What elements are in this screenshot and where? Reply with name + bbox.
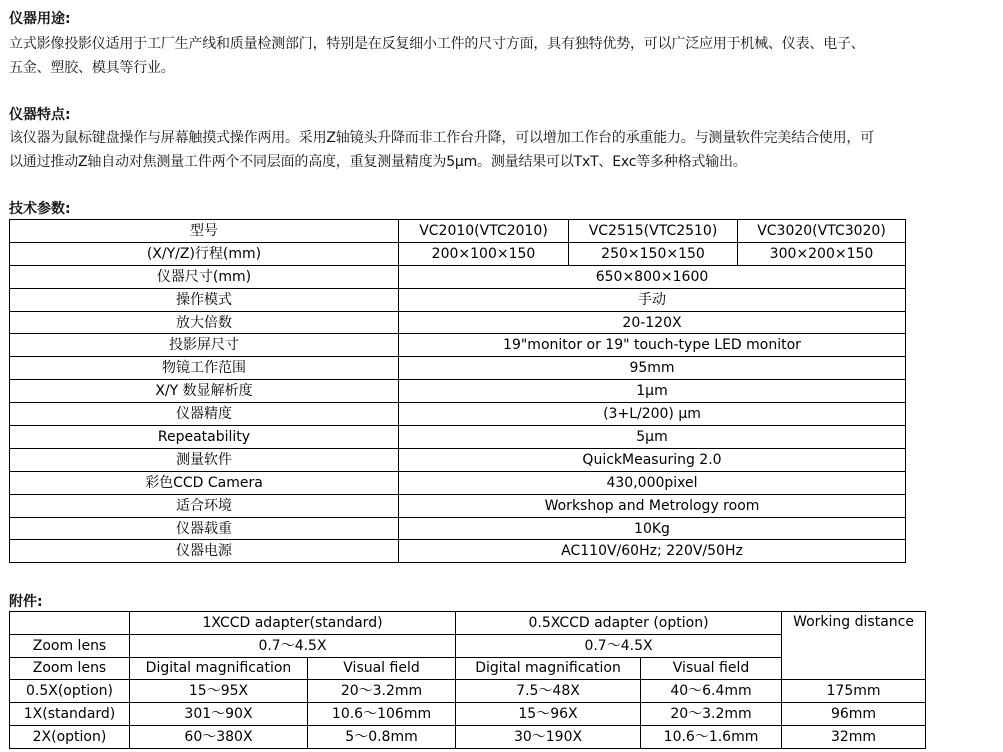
specs-row-value: Workshop and Metrology room [399,494,906,517]
specs-row [10,403,906,426]
acc-cell-opt-mag: 7.5～48X [456,680,641,703]
features-paragraph [9,126,995,174]
specs-row-value: 10Kg [399,517,906,540]
specs-row-value: 手动 [399,288,906,311]
acc-cell-lens: 2X(option) [10,725,130,748]
specs-row-value: AC110V/60Hz; 220V/50Hz [399,540,906,563]
acc-subheader-cell: Zoom lens [10,657,130,680]
acc-row [10,725,926,748]
acc-cell-std-mag: 60～380X [130,725,308,748]
specs-table [9,219,906,563]
specs-row [10,265,906,288]
specs-row-label: 放大倍数 [10,311,399,334]
specs-stroke-cell: 200×100×150 [399,242,569,265]
acc-cell-distance: 32mm [782,725,926,748]
acc-zoom-range-option: 0.7～4.5X [456,634,782,657]
specs-row-label: 物镜工作范围 [10,357,399,380]
acc-cell-opt-field: 20～3.2mm [641,703,782,726]
specs-row-value: 650×800×1600 [399,265,906,288]
acc-cell-std-mag: 15～95X [130,680,308,703]
specs-model-cell: VC2515(VTC2510) [569,220,738,243]
specs-row-value: 430,000pixel [399,471,906,494]
specs-stroke-row [10,242,906,265]
specs-row-label: X/Y 数显解析度 [10,380,399,403]
features-line: 以通过推动Z轴自动对焦测量工件两个不同层面的高度，重复测量精度为5μm。测量结果可以TxT、Exc等多种格式输出。 [9,154,747,170]
acc-adapter-option: 0.5XCCD adapter (option) [456,612,782,635]
acc-cell-opt-mag: 30～190X [456,725,641,748]
specs-row [10,288,906,311]
usage-line: 立式影像投影仪适用于工厂生产线和质量检测部门，特别是在反复细小工件的尺寸方面，具有独特优势，可以广泛应用于机械、仪表、电子、 [9,36,865,52]
acc-adapter-standard: 1XCCD adapter(standard) [130,612,456,635]
specs-row-label: 操作模式 [10,288,399,311]
specs-row-label: 仪器载重 [10,517,399,540]
acc-subheader-cell: Digital magnification [130,657,308,680]
specs-row-label: 投影屏尺寸 [10,334,399,357]
specs-row-value: 95mm [399,357,906,380]
specs-row [10,357,906,380]
specs-row-label: 彩色CCD Camera [10,471,399,494]
acc-subheader-cell: Visual field [308,657,456,680]
specs-row-value: 5μm [399,426,906,449]
specs-model-cell: VC2010(VTC2010) [399,220,569,243]
acc-cell-lens: 1X(standard) [10,703,130,726]
features-line: 该仪器为鼠标键盘操作与屏幕触摸式操作两用。采用Z轴镜头升降而非工作台升降，可以增加工作台的承重能力。与测量软件完美结合使用，可 [9,130,874,146]
acc-row [10,703,926,726]
specs-row-value: 1μm [399,380,906,403]
specs-row [10,380,906,403]
acc-cell-std-field: 20～3.2mm [308,680,456,703]
specs-row-label: 仪器精度 [10,403,399,426]
specs-model-row [10,220,906,243]
acc-subheader-cell: Digital magnification [456,657,641,680]
specs-row [10,494,906,517]
specs-stroke-label: (X/Y/Z)行程(mm) [10,242,399,265]
specs-row-value: 19"monitor or 19" touch-type LED monitor [399,334,906,357]
acc-cell-opt-field: 10.6～1.6mm [641,725,782,748]
acc-working-distance-header: Working distance [782,612,926,680]
specs-row [10,448,906,471]
specs-row-label: 仪器尺寸(mm) [10,265,399,288]
acc-adapter-row [10,612,926,635]
acc-zoom-range-standard: 0.7～4.5X [130,634,456,657]
features-heading: 仪器特点: [9,107,71,123]
acc-cell-opt-field: 40～6.4mm [641,680,782,703]
acc-cell-distance: 96mm [782,703,926,726]
specs-row [10,517,906,540]
acc-cell-std-field: 5～0.8mm [308,725,456,748]
acc-zoom-lens-label: Zoom lens [10,634,130,657]
specs-row-label: 测量软件 [10,448,399,471]
specs-row [10,426,906,449]
usage-paragraph [9,32,995,80]
specs-row-label: 仪器电源 [10,540,399,563]
specs-row [10,540,906,563]
usage-heading: 仪器用途: [9,11,71,27]
specs-row-label: 适合环境 [10,494,399,517]
specs-model-cell: VC3020(VTC3020) [738,220,906,243]
acc-cell-distance: 175mm [782,680,926,703]
specs-stroke-cell: 250×150×150 [569,242,738,265]
acc-empty-cell [10,612,130,635]
specs-row [10,334,906,357]
specs-row-value: 20-120X [399,311,906,334]
acc-cell-lens: 0.5X(option) [10,680,130,703]
acc-row [10,680,926,703]
acc-cell-std-field: 10.6～106mm [308,703,456,726]
specs-stroke-cell: 300×200×150 [738,242,906,265]
specs-model-label: 型号 [10,220,399,243]
specs-row-value: QuickMeasuring 2.0 [399,448,906,471]
specs-row [10,471,906,494]
specs-row-label: Repeatability [10,426,399,449]
accessories-table [9,611,926,749]
usage-line: 五金、塑胶、模具等行业。 [9,60,175,76]
accessories-heading: 附件: [9,594,43,610]
specs-row-value: (3+L/200) μm [399,403,906,426]
specs-row [10,311,906,334]
specs-heading: 技术参数: [9,201,71,217]
acc-cell-opt-mag: 15～96X [456,703,641,726]
acc-subheader-cell: Visual field [641,657,782,680]
acc-cell-std-mag: 301～90X [130,703,308,726]
